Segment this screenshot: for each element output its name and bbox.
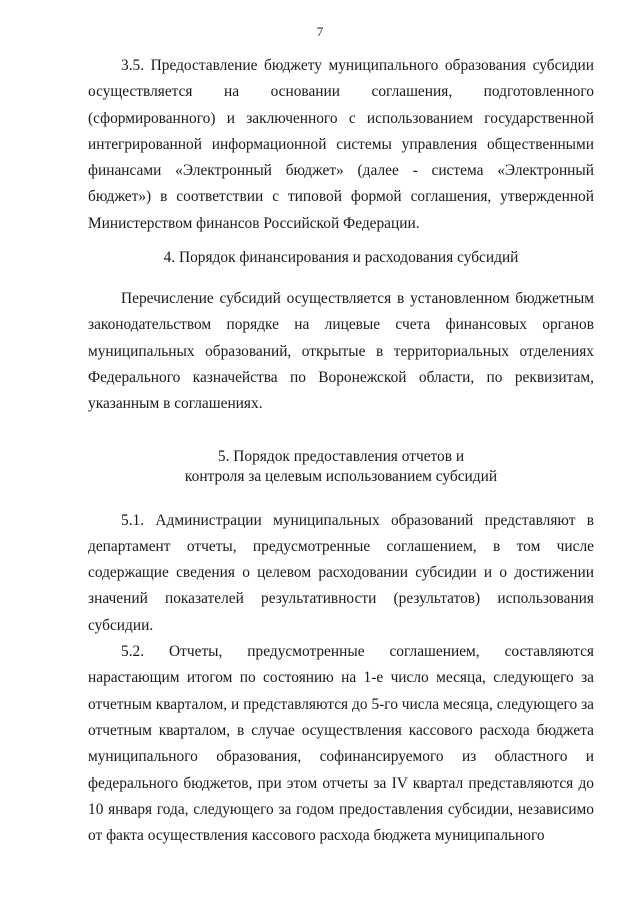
document-body [88,53,594,849]
paragraph-3-5: 3.5. Предоставление бюджету муниципального образования субсидии осуществляется на основании соглашения, подготовленного (сформированного) и заключенного с использованием государственной интегрированной информационной системы управления общественными финансами «Электронный бюджет» (далее - система «Электронный бюджет») в соответствии с типовой формой соглашения, утвержденной Министерством финансов Российской Федерации. [88,57,594,232]
section-5-heading [88,447,594,487]
section-5-heading-line-1: 5. Порядок предоставления отчетов и [217,447,465,465]
paragraph-5-2: 5.2. Отчеты, предусмотренные соглашением, составляются нарастающим итогом по состоянию на 1-е число месяца, следующего за отчетным кварталом, и представляются до 5-го числа месяца, следующего за отчетным кварталом, в случае осуществления кассового расхода бюджета муниципального образования, софинансируемого из областного и федерального бюджетов, при этом отчеты за IV квартал представляются до 10 января года, следующего за годом предоставления субсидии, независимо от факта осуществления кассового расхода бюджета муниципального [88,643,594,845]
page-number: 7 [316,24,324,39]
section-5-heading-line-2: контроля за целевым использованием субсидий [184,467,498,485]
paragraph-5-1: 5.1. Администрации муниципальных образований представляют в департамент отчеты, предусмотренные соглашением, в том числе содержащие сведения о целевом расходовании субсидии и о достижении значений показателей результативности (результатов) использования субсидии. [88,511,594,634]
section-4-heading: 4. Порядок финансирования и расходования субсидий [163,249,519,267]
paragraph-4: Перечисление субсидий осуществляется в установленном бюджетным законодательством порядке на лицевые счета финансовых органов муниципальных образований, открытые в территориальных отделениях Федерального казначейства по Воронежской области, по реквизитам, указанным в соглашениях. [88,290,594,413]
